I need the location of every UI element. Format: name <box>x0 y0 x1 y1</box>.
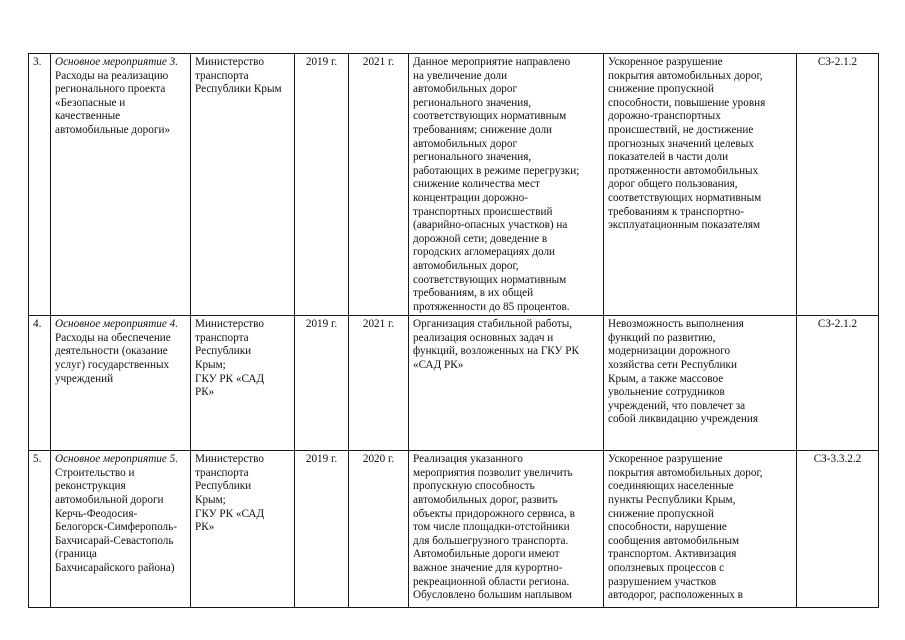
end-year-cell: 2020 г. <box>349 451 409 608</box>
end-year-cell: 2021 г. <box>349 316 409 451</box>
expected-result-cell: Данное мероприятие направлено на увеличение доли автомобильных дорог регионального значения, соответствующих нормативным требованиям; снижение доли автомобильных дорог регионального значения, работающих в режиме перегрузки; снижение количества мест концентрации дорожно- транспортных происшествий (аварийно-опасных участков) на дорожной сети; доведение в городских агломерациях доли автомобильных дорог, соответствующих нормативным требованиям, в их общей протяженности до 85 процентов. <box>409 54 604 316</box>
consequence-cell: Ускоренное разрушение покрытия автомобильных дорог, соединяющих населенные пункты Республики Крым, снижение пропускной способности, нарушение сообщения автомобильным транспортом. Активизация оползневых процессов с разрушением участков автодорог, расположенных в <box>604 451 797 608</box>
measure-title-cell <box>51 316 191 451</box>
start-year-cell: 2019 г. <box>295 54 349 316</box>
table-row <box>29 451 879 608</box>
measure-title-cell <box>51 54 191 316</box>
consequence-cell: Ускоренное разрушение покрытия автомобильных дорог, снижение пропускной способности, повышение уровня дорожно-транспортных происшествий, не достижение прогнозных значений целевых показателей в части доли протяженности автомобильных дорог общего пользования, соответствующих нормативным требованиям к транспортно- эксплуатационным показателям <box>604 54 797 316</box>
measure-title-text: Расходы на обеспечение деятельности (оказание услуг) государственных учреждений <box>55 331 171 385</box>
start-year-cell: 2019 г. <box>295 316 349 451</box>
measure-title-italic: Основное мероприятие 3. <box>55 56 179 68</box>
consequence-cell: Невозможность выполнения функций по развитию, модернизации дорожного хозяйства сети Республики Крым, а также массовое увольнение сотрудников учреждений, что повлечет за собой ликвидацию учреждения <box>604 316 797 451</box>
indicator-code-cell: СЗ-3.3.2.2 <box>797 451 879 608</box>
table-row <box>29 54 879 316</box>
measure-title-cell <box>51 451 191 608</box>
row-number: 3. <box>29 54 51 316</box>
indicator-code-cell: СЗ-2.1.2 <box>797 316 879 451</box>
executor-cell: Министерство транспорта Республики Крым; ГКУ РК «САД РК» <box>191 451 295 608</box>
end-year-cell: 2021 г. <box>349 54 409 316</box>
executor-cell: Министерство транспорта Республики Крым <box>191 54 295 316</box>
executor-cell: Министерство транспорта Республики Крым; ГКУ РК «САД РК» <box>191 316 295 451</box>
measure-title-text: Расходы на реализацию регионального проекта «Безопасные и качественные автомобильные дороги» <box>55 69 171 136</box>
row-number: 4. <box>29 316 51 451</box>
measure-title-italic: Основное мероприятие 5. <box>55 453 179 466</box>
expected-result-cell: Организация стабильной работы, реализация основных задач и функций, возложенных на ГКУ РК «САД РК» <box>409 316 604 451</box>
start-year-cell: 2019 г. <box>295 451 349 608</box>
row-number: 5. <box>29 451 51 608</box>
table-row <box>29 316 879 451</box>
measure-title-italic: Основное мероприятие 4. <box>55 318 179 331</box>
measure-title-text: Строительство и реконструкция автомобильной дороги Керчь-Феодосия- Белогорск-Симферополь- Бахчисарай-Севастополь (граница Бахчисарайского района) <box>55 466 177 575</box>
expected-result-cell: Реализация указанного мероприятия позволит увеличить пропускную способность автомобильных дорог, развить объекты придорожного сервиса, в том числе площадки-отстойники для большегрузного транспорта. Автомобильные дороги имеют важное значение для курортно- рекреационной области региона. Обусловлено большим наплывом <box>409 451 604 608</box>
measures-table <box>28 53 879 608</box>
indicator-code-cell: СЗ-2.1.2 <box>797 54 879 316</box>
